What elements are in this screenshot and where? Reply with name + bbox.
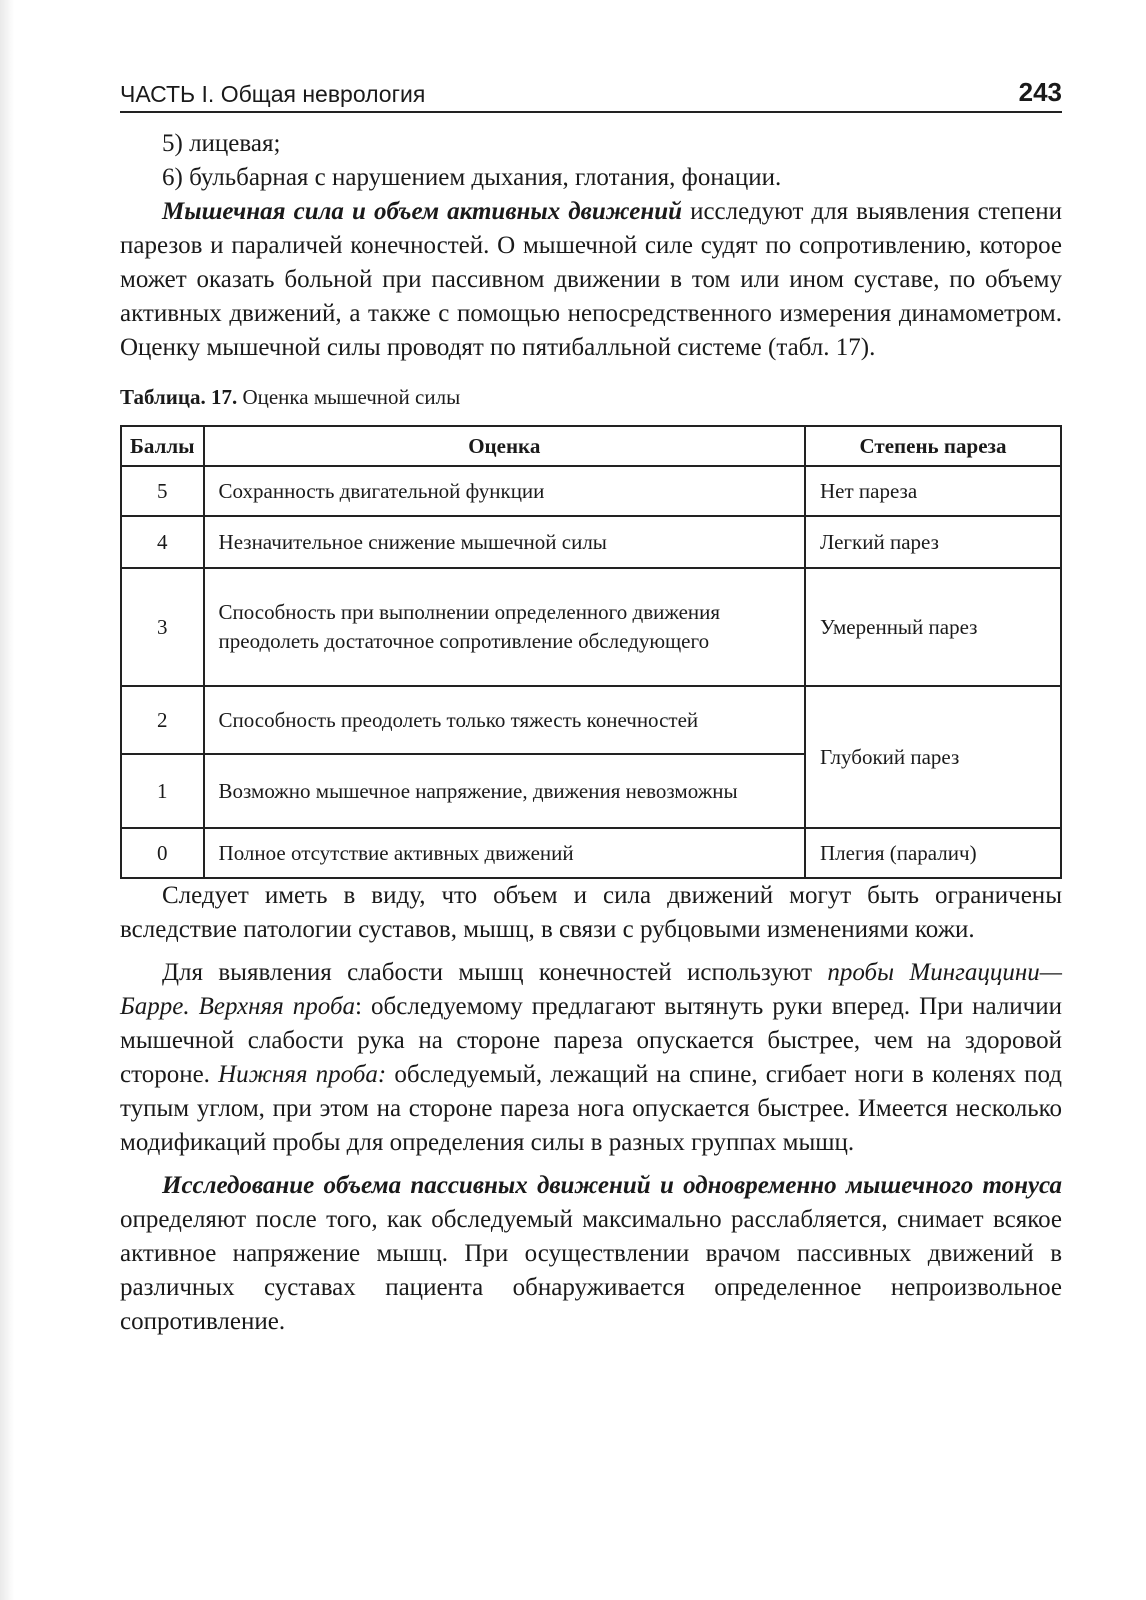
table-row [121,828,1061,878]
table-row [121,466,1061,516]
paragraph-italic: Нижняя проба: [218,1061,387,1088]
score-cell: 3 [121,568,204,686]
scan-edge-shadow [0,0,14,1600]
degree-cell-merged: Глубокий парез [805,686,1061,828]
score-cell: 2 [121,686,204,754]
assessment-cell: Возможно мышечное напряжение, движения невозможны [204,754,805,828]
page-number: 243 [1018,77,1062,107]
score-cell: 4 [121,516,204,568]
assessment-cell: Незначительное снижение мышечной силы [204,516,805,568]
table-caption [120,383,1062,411]
muscle-strength-table [120,425,1062,879]
paragraph-muscle-strength [120,195,1062,365]
paragraph-emphasis: Исследование объема пассивных движений и одновременно мышечного тонуса [162,1172,1062,1199]
table-caption-text: Оценка мышечной силы [237,385,461,409]
table-row [121,686,1061,754]
table-header-row [121,426,1061,466]
paragraph-limitations: Следует иметь в виду, что объем и сила движений могут быть ограничены вследствие патологии суставов, мышц, в связи с рубцовыми изменениями кожи. [120,882,1062,943]
running-head [120,72,1062,113]
paragraph-text: Для выявления слабости мышц конечностей используют [162,959,828,986]
column-header-degree: Степень пареза [805,426,1061,466]
paragraph-text: : обследуемому предлагают вытянуть руки вперед. При наличии мышечной слабости рука на стороне пареза опускается быстрее, чем на здоровой стороне. [120,993,1063,1088]
paragraph-passive-movements [120,1169,1062,1339]
book-page [120,72,1062,1339]
degree-cell: Умеренный парез [805,568,1061,686]
score-cell: 0 [121,828,204,878]
paragraph-emphasis: Мышечная сила и объем активных движений [162,198,683,225]
assessment-cell: Полное отсутствие активных движений [204,828,805,878]
score-cell: 5 [121,466,204,516]
list-item: 5) лицевая; [162,130,281,157]
degree-cell: Плегия (паралич) [805,828,1061,878]
table-row [121,516,1061,568]
column-header-score: Баллы [121,426,204,466]
paragraph-text: определяют после того, как обследуемый максимально расслабляется, снимает всякое активное напряжение мышц. При осуществлении врачом пассивных движений в различных суставах пациента обнаруживается определенное непроизвольное сопротивление. [120,1206,1062,1335]
list-item: 6) бульбарная с нарушением дыхания, глотания, фонации. [162,164,782,191]
paragraph-italic: пробы Мингаццини—Барре. Верхняя проба [120,959,1062,1020]
table-caption-label: Таблица. 17. [120,385,238,409]
degree-cell: Нет пареза [805,466,1061,516]
paragraph-text: обследуемый, лежащий на спине, сгибает ноги в коленях под тупым углом, при этом на стороне пареза нога опускается быстрее. Имеется несколько модификаций пробы для определения силы в разных группах мышц. [120,1061,1063,1156]
table-row [121,568,1061,686]
paragraph-text: исследуют для выявления степени парезов и параличей конечностей. О мышечной силе судят по сопротивлению, которое может оказать больной при пассивном движении в том или ином суставе, по объему активных движений, а также с помощью непосредственного измерения динамометром. Оценку мышечной силы проводят по пятибалльной системе (табл. 17). [120,198,1062,361]
enumerated-list [120,127,1062,195]
assessment-cell: Способность преодолеть только тяжесть конечностей [204,686,805,754]
paragraph-mingazzini-barre [120,956,1062,1160]
running-head-title: ЧАСТЬ I. Общая неврология [120,81,426,107]
score-cell: 1 [121,754,204,828]
column-header-assessment: Оценка [204,426,805,466]
assessment-cell: Способность при выполнении определенного движения преодолеть достаточное сопротивление обследующего [204,568,805,686]
assessment-cell: Сохранность двигательной функции [204,466,805,516]
degree-cell: Легкий парез [805,516,1061,568]
